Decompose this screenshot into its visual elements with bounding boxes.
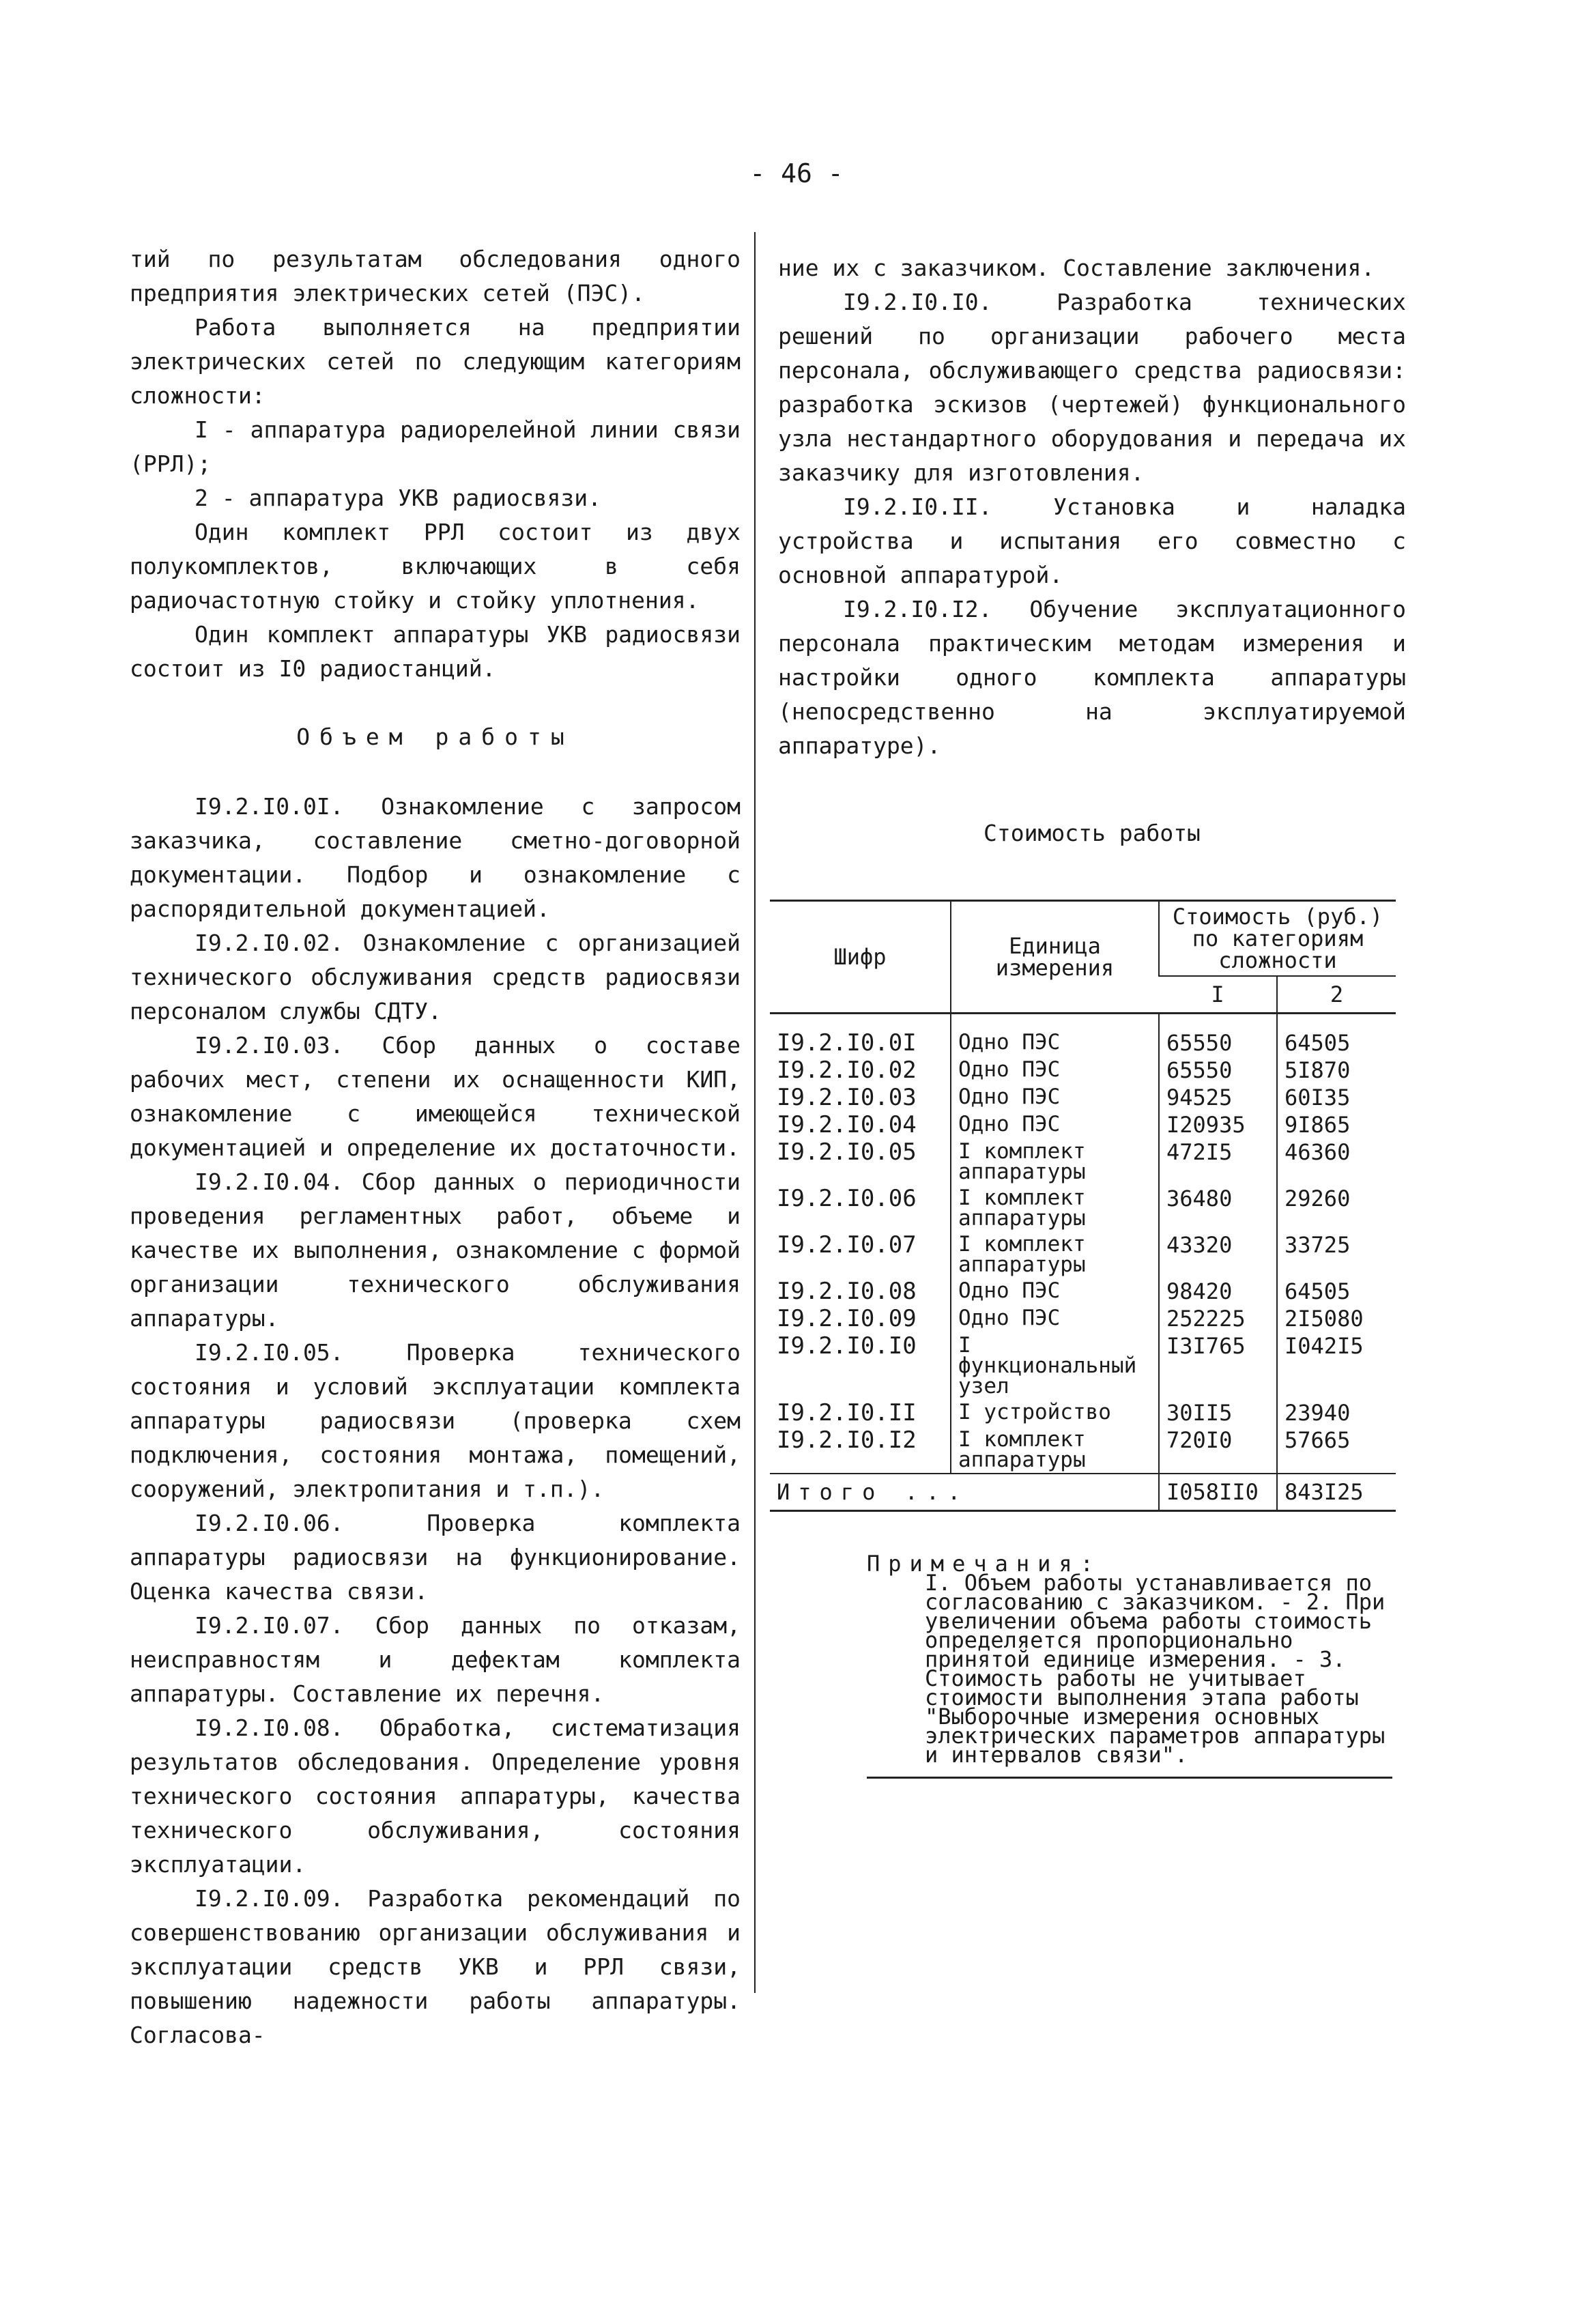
work-item: I9.2.I0.04. Сбор данных о периодичности проведения регламентных работ, объеме и качестве их выполнения, ознакомление с формой организации технического обслуживания аппаратуры. bbox=[130, 1168, 741, 1332]
cell-cost-1: 43320 bbox=[1159, 1231, 1277, 1278]
work-item: I9.2.I0.06. Проверка комплекта аппаратуры радиосвязи на функционирование. Оценка качества связи. bbox=[130, 1510, 741, 1605]
cell-cost-1: 94525 bbox=[1159, 1084, 1277, 1111]
work-item: I9.2.I0.0I. Ознакомление с запросом заказчика, составление сметно-договорной документации. Подбор и ознакомление с распорядительной документацией. bbox=[130, 793, 741, 922]
cell-cost-2: I042I5 bbox=[1277, 1332, 1396, 1399]
table-row bbox=[770, 1138, 1396, 1185]
table-row bbox=[770, 1332, 1396, 1399]
cell-cost-2: 2I5080 bbox=[1277, 1305, 1396, 1332]
cell-code: I9.2.I0.07 bbox=[777, 1231, 917, 1259]
column-divider bbox=[754, 232, 756, 1993]
cell-code: I9.2.I0.02 bbox=[777, 1057, 917, 1084]
cell-cost-2: 64505 bbox=[1277, 1014, 1396, 1057]
cell-code: I9.2.I0.05 bbox=[777, 1138, 917, 1166]
paragraph: ние их с заказчиком. Составление заключения. bbox=[778, 255, 1375, 281]
cost-table bbox=[770, 900, 1396, 1512]
cell-cost-2: 64505 bbox=[1277, 1278, 1396, 1305]
cell-code: I9.2.I0.II bbox=[777, 1399, 917, 1426]
table-row bbox=[770, 1014, 1396, 1057]
category-item: I - аппаратура радиорелейной линии связи (РРЛ); bbox=[130, 416, 741, 477]
cell-cost-2: 46360 bbox=[1277, 1138, 1396, 1185]
work-item: I9.2.I0.02. Ознакомление с организацией технического обслуживания средств радиосвязи персоналом службы СДТУ. bbox=[130, 930, 741, 1024]
column-header-unit: Единица измерения bbox=[951, 901, 1159, 1014]
cell-unit: Одно ПЭС bbox=[951, 1057, 1159, 1084]
category-item: 2 - аппаратура УКВ радиосвязи. bbox=[195, 485, 602, 511]
notes bbox=[867, 1551, 1392, 1779]
work-item: I9.2.I0.07. Сбор данных по отказам, неисправностям и дефектам комплекта аппаратуры. Составление их перечня. bbox=[130, 1612, 741, 1707]
cell-code: I9.2.I0.I2 bbox=[777, 1426, 917, 1454]
cell-unit: Одно ПЭС bbox=[951, 1084, 1159, 1111]
total-cost-1: I058II0 bbox=[1159, 1474, 1277, 1511]
cell-code: I9.2.I0.0I bbox=[770, 1014, 951, 1057]
work-item: I9.2.I0.05. Проверка технического состояния и условий эксплуатации комплекта аппаратуры радиосвязи (проверка схем подключения, состояния монтажа, помещений, сооружений, электропитания и т.п.). bbox=[130, 1339, 741, 1502]
paragraph: Работа выполняется на предприятии электрических сетей по следующим категориям сложности: bbox=[130, 314, 741, 409]
work-item: I9.2.I0.II. Установка и наладка устройства и испытания его совместно с основной аппаратурой. bbox=[778, 493, 1406, 588]
cell-cost-1: 36480 bbox=[1159, 1185, 1277, 1231]
cell-code: I9.2.I0.06 bbox=[777, 1185, 917, 1212]
cell-cost-1: 472I5 bbox=[1159, 1138, 1277, 1185]
total-label: Итого ... bbox=[770, 1474, 1159, 1511]
cell-cost-1: I3I765 bbox=[1159, 1332, 1277, 1399]
cell-cost-1: 65550 bbox=[1159, 1014, 1277, 1057]
cell-cost-2: 29260 bbox=[1277, 1185, 1396, 1231]
work-item: I9.2.I0.I0. Разработка технических решений по организации рабочего места персонала, обслуживающего средства радиосвязи: разработка эскизов (чертежей) функционального узла нестандартного оборудования и передача их заказчику для изготовления. bbox=[778, 289, 1406, 486]
table-row bbox=[770, 1111, 1396, 1138]
column-header-category-2: 2 bbox=[1277, 976, 1396, 1014]
table-row bbox=[770, 1057, 1396, 1084]
cell-cost-1: I20935 bbox=[1159, 1111, 1277, 1138]
left-column bbox=[130, 242, 741, 2052]
cell-unit: Одно ПЭС bbox=[951, 1111, 1159, 1138]
table-row bbox=[770, 1231, 1396, 1278]
table-row bbox=[770, 1426, 1396, 1474]
cell-cost-1: 252225 bbox=[1159, 1305, 1277, 1332]
notes-text: I. Объем работы устанавливается по согласованию с заказчиком. - 2. При увеличении объема работы стоимость определяется пропорционально принятой единице измерения. - 3. Стоимость работы не учитывает стоимости выполнения этапа работы "Выборочные измерения основных электрических параметров аппаратуры и интервалов связи". bbox=[925, 1570, 1386, 1768]
cell-cost-1: 30II5 bbox=[1159, 1399, 1277, 1426]
cell-unit: I функциональный узел bbox=[951, 1332, 1159, 1399]
cell-cost-1: 98420 bbox=[1159, 1278, 1277, 1305]
cell-code: I9.2.I0.03 bbox=[777, 1084, 917, 1111]
cell-cost-2: 9I865 bbox=[1277, 1111, 1396, 1138]
cell-cost-1: 65550 bbox=[1159, 1057, 1277, 1084]
work-item: I9.2.I0.09. Разработка рекомендаций по совершенствованию организации обслуживания и эксплуатации средств УКВ и РРЛ связи, повышению надежности работы аппаратуры. Согласова- bbox=[130, 1885, 741, 2048]
cell-unit: I комплект аппаратуры bbox=[951, 1185, 1159, 1231]
cell-unit: Одно ПЭС bbox=[951, 1014, 1159, 1057]
cell-unit: Одно ПЭС bbox=[951, 1305, 1159, 1332]
cell-cost-1: 720I0 bbox=[1159, 1426, 1277, 1474]
column-header-cost: Стоимость (руб.) по категориям сложности bbox=[1159, 901, 1396, 977]
work-item: I9.2.I0.08. Обработка, систематизация результатов обследования. Определение уровня технического состояния аппаратуры, качества технического обслуживания, состояния эксплуатации. bbox=[130, 1715, 741, 1878]
table-total-row bbox=[770, 1474, 1396, 1511]
cell-cost-2: 33725 bbox=[1277, 1231, 1396, 1278]
cell-code: I9.2.I0.08 bbox=[777, 1278, 917, 1305]
table-row bbox=[770, 1278, 1396, 1305]
cell-cost-2: 5I870 bbox=[1277, 1057, 1396, 1084]
right-column bbox=[778, 251, 1406, 1779]
work-item: I9.2.I0.03. Сбор данных о составе рабочих мест, степени их оснащенности КИП, ознакомление с имеющейся технической документацией и определение их достаточности. bbox=[130, 1032, 741, 1161]
cell-code: I9.2.I0.I0 bbox=[777, 1332, 917, 1360]
cell-unit: I устройство bbox=[951, 1399, 1159, 1426]
cell-code: I9.2.I0.04 bbox=[777, 1111, 917, 1138]
paragraph: Один комплект РРЛ состоит из двух полукомплектов, включающих в себя радиочастотную стойку и стойку уплотнения. bbox=[130, 519, 741, 614]
paragraph: тий по результатам обследования одного предприятия электрических сетей (ПЭС). bbox=[130, 246, 741, 306]
cell-cost-2: 57665 bbox=[1277, 1426, 1396, 1474]
cell-unit: Одно ПЭС bbox=[951, 1278, 1159, 1305]
section-heading: Объем работы bbox=[296, 723, 574, 750]
paragraph: Один комплект аппаратуры УКВ радиосвязи состоит из I0 радиостанций. bbox=[130, 621, 741, 682]
cell-code: I9.2.I0.09 bbox=[777, 1305, 917, 1332]
total-cost-2: 843I25 bbox=[1277, 1474, 1396, 1511]
cell-unit: I комплект аппаратуры bbox=[951, 1138, 1159, 1185]
column-header-category-1: I bbox=[1159, 976, 1277, 1014]
cell-cost-2: 60I35 bbox=[1277, 1084, 1396, 1111]
cell-unit: I комплект аппаратуры bbox=[951, 1231, 1159, 1278]
table-row bbox=[770, 1399, 1396, 1426]
column-header-code: Шифр bbox=[770, 901, 951, 1014]
notes-heading: Примечания: bbox=[867, 1551, 1102, 1577]
cost-table-title: Стоимость работы bbox=[984, 820, 1201, 846]
work-item: I9.2.I0.I2. Обучение эксплуатационного персонала практическим методам измерения и настройки одного комплекта аппаратуры (непосредственно на эксплуатируемой аппаратуре). bbox=[778, 596, 1406, 759]
table-row bbox=[770, 1185, 1396, 1231]
cell-unit: I комплект аппаратуры bbox=[951, 1426, 1159, 1474]
table-row bbox=[770, 1084, 1396, 1111]
cell-cost-2: 23940 bbox=[1277, 1399, 1396, 1426]
table-row bbox=[770, 1305, 1396, 1332]
page-number: - 46 - bbox=[749, 158, 844, 188]
